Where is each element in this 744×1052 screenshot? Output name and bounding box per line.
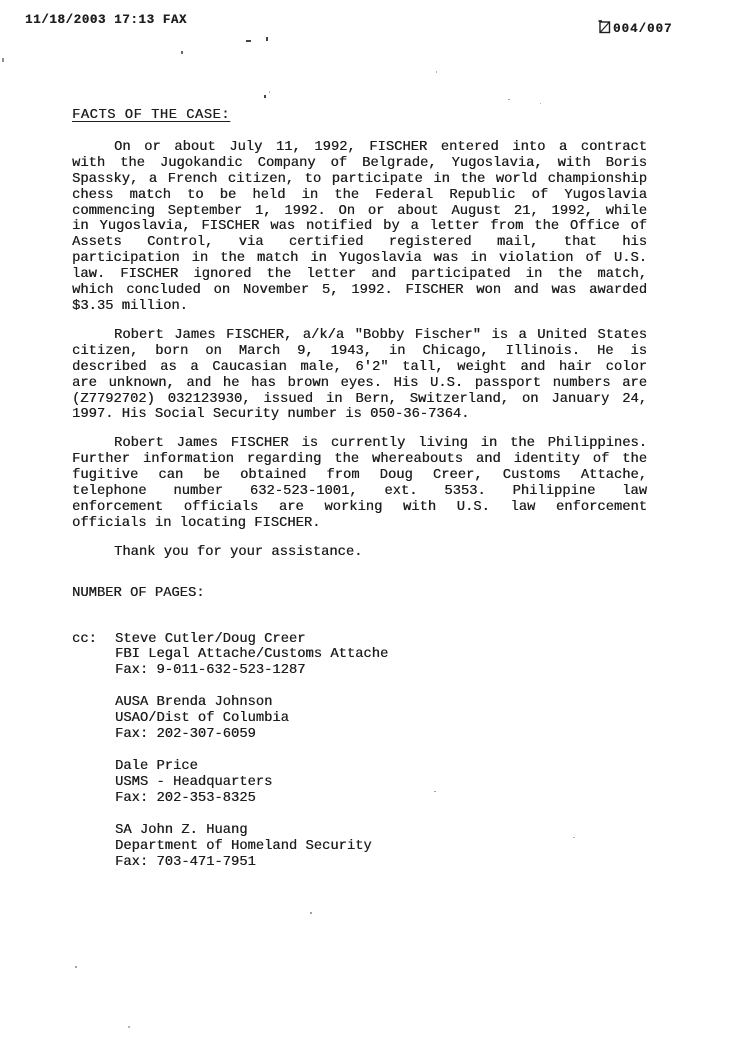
paragraphs [72, 140, 647, 561]
cc-entries [115, 632, 388, 871]
scan-artifact [246, 40, 251, 42]
document-line: commencing September 1, 1992. On or about August 21, 1992, while [72, 203, 647, 219]
cc-section [72, 632, 647, 871]
document-line: (Z7792702) 032123930, issued in Bern, Switzerland, on January 24, [72, 391, 647, 407]
scan-artifact [266, 37, 268, 41]
fax-page-indicator [598, 19, 673, 38]
document-line: $3.35 million. [72, 298, 188, 314]
case-heading: FACTS OF THE CASE: [72, 108, 231, 123]
paragraph [72, 545, 647, 561]
cc-line: AUSA Brenda Johnson [115, 695, 273, 711]
document-line: Further information regarding the whereabouts and identity of the [72, 452, 647, 468]
document-line: Assets Control, via certified registered mail, that his [72, 235, 647, 251]
scan-artifact [436, 71, 437, 73]
document-line: are unknown, and he has brown eyes. His U.S. passport numbers are [72, 375, 647, 391]
pages-label: NUMBER OF PAGES: [72, 585, 205, 601]
cc-line: SA John Z. Huang [115, 822, 248, 838]
document-line: Spassky, a French citizen, to participate in the world championship [72, 171, 647, 187]
scan-artifact [310, 912, 312, 914]
document-line: Thank you for your assistance. [114, 544, 363, 560]
cc-line: USAO/Dist of Columbia [115, 711, 289, 727]
cc-line: Steve Cutler/Doug Creer [115, 631, 306, 647]
scan-artifact [181, 51, 183, 54]
cc-line: Dale Price [115, 759, 198, 774]
scan-artifact [269, 91, 270, 93]
cc-line: Fax: 703-471-7951 [115, 854, 256, 870]
cc-entry [115, 759, 388, 807]
scan-artifact [264, 95, 266, 98]
document-line: telephone number 632-523-1001, ext. 5353. Philippine law [72, 484, 647, 500]
document-line: in Yugoslavia, FISCHER was notified by a letter from the Office of [72, 219, 647, 235]
paragraph [72, 140, 647, 315]
cc-line: Fax: 9-011-632-523-1287 [115, 663, 306, 679]
cc-entry [115, 632, 388, 680]
document-line: chess match to be held in the Federal Republic of Yugoslavia [72, 187, 647, 203]
document-line: Robert James FISCHER, a/k/a "Bobby Fischer" is a United States [114, 327, 647, 343]
scan-artifact [128, 1026, 130, 1028]
document-line: enforcement officials are working with U.S. law enforcement [72, 499, 647, 515]
scan-artifact [540, 103, 541, 104]
cc-line: Department of Homeland Security [115, 838, 372, 854]
cc-line: Fax: 202-307-6059 [115, 727, 256, 743]
document-line: with the Jugokandic Company of Belgrade, Yugoslavia, with Boris [72, 155, 647, 171]
cc-line: USMS - Headquarters [115, 774, 273, 790]
fax-header-timestamp: 11/18/2003 17:13 FAX [25, 13, 188, 27]
scan-artifact [434, 791, 436, 792]
scan-artifact [573, 837, 575, 838]
document-line: fugitive can be obtained from Doug Creer, Customs Attache, [72, 468, 647, 484]
paragraph [72, 328, 647, 423]
paragraph [72, 436, 647, 531]
cc-line: FBI Legal Attache/Customs Attache [115, 647, 389, 663]
scan-artifact [75, 966, 77, 968]
page-count-text: 004/007 [613, 21, 673, 36]
document-line: Robert James FISCHER is currently living in the Philippines. [114, 436, 647, 452]
document-line: officials in locating FISCHER. [72, 515, 321, 531]
cc-line: Fax: 202-353-8325 [115, 790, 256, 806]
document-line: participation in the match in Yugoslavia was in violation of U.S. [72, 251, 647, 267]
scan-artifact [2, 58, 4, 62]
cc-entry [115, 695, 388, 743]
document-line: which concluded on November 5, 1992. FISCHER won and was awarded [72, 283, 647, 299]
cc-label: cc: [72, 631, 97, 647]
document-line: On or about July 11, 1992, FISCHER entered into a contract [114, 139, 647, 155]
document-line: described as a Caucasian male, 6'2" tall, weight and hair color [72, 359, 647, 375]
document-body [72, 108, 647, 870]
document-line: law. FISCHER ignored the letter and participated in the match, [72, 267, 647, 283]
cc-entry [115, 823, 388, 871]
document-icon [598, 19, 611, 38]
document-line: 1997. His Social Security number is 050-36-7364. [72, 407, 470, 423]
scan-artifact [508, 99, 510, 100]
document-line: citizen, born on March 9, 1943, in Chicago, Illinois. He is [72, 343, 647, 359]
